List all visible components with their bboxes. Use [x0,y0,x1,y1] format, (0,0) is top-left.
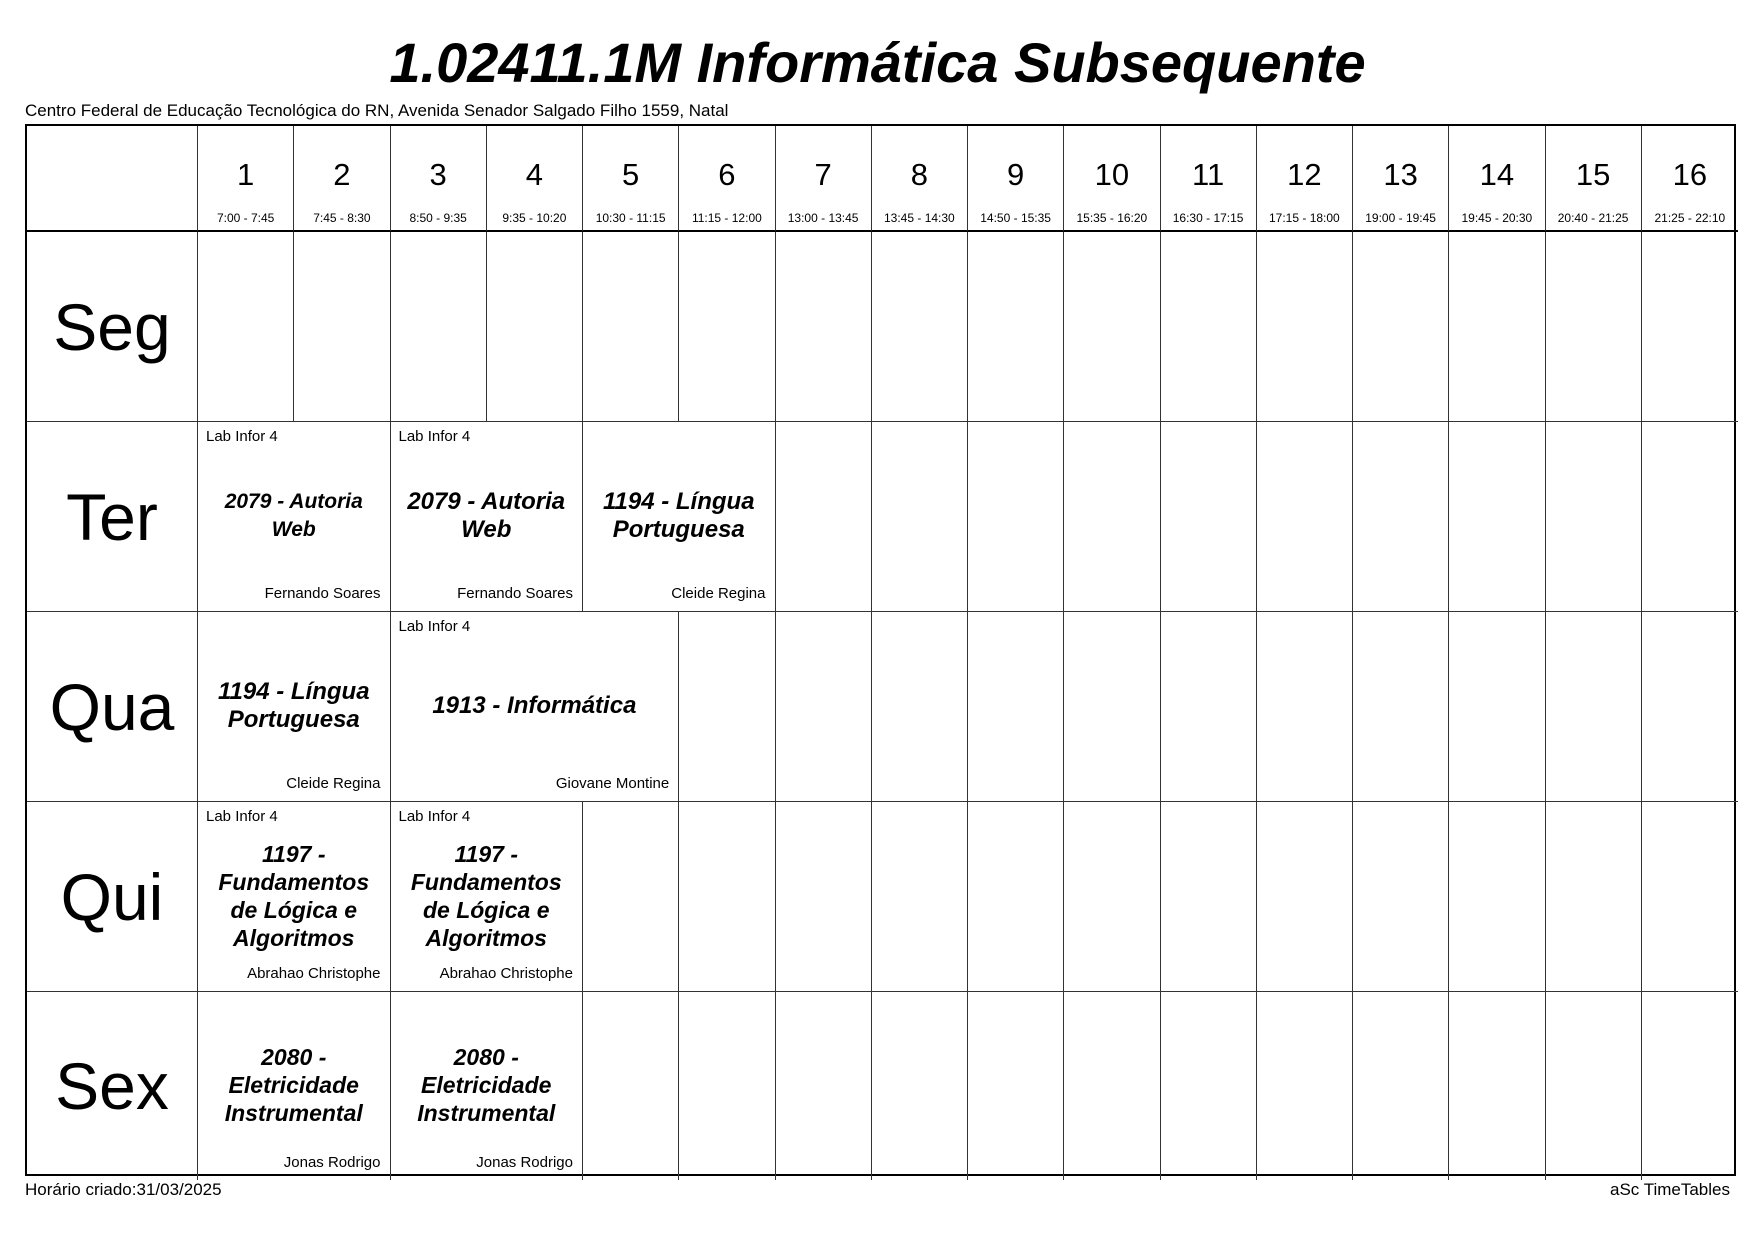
period-header [1353,126,1449,232]
empty-slot [679,612,775,802]
empty-slot [1353,422,1449,612]
empty-slot [872,802,968,992]
software-credit: aSc TimeTables [1610,1180,1730,1199]
period-header [1257,126,1353,232]
period-number: 8 [910,157,928,192]
empty-slot [1161,422,1257,612]
page-title: 1.02411.1M Informática Subsequente [389,31,1366,94]
period-header [1161,126,1257,232]
empty-slot [776,802,872,992]
period-number: 6 [718,157,736,192]
empty-slot [1546,992,1642,1180]
period-time: 16:30 - 17:15 [1172,211,1244,225]
period-number: 10 [1094,157,1130,192]
empty-slot [1257,612,1353,802]
empty-slot [1161,992,1257,1180]
lesson-subject: 1194 - Língua Portuguesa [217,677,370,733]
period-number: 5 [622,157,640,192]
empty-slot [1064,992,1160,1180]
period-number: 7 [814,157,832,192]
period-time: 7:45 - 8:30 [313,211,371,225]
period-time: 19:00 - 19:45 [1365,211,1436,225]
lesson-teacher: Cleide Regina [286,775,381,792]
empty-slot [679,232,775,422]
lesson-card [198,612,391,802]
period-header [1642,126,1738,232]
period-header [776,126,872,232]
day-label: Seg [27,232,198,422]
empty-slot [1161,232,1257,422]
period-header [872,126,968,232]
period-time: 11:15 - 12:00 [691,211,762,225]
period-time: 21:25 - 22:10 [1654,211,1726,225]
empty-slot [1642,232,1738,422]
lesson-subject: 2079 - Autoria Web [224,489,363,541]
day-label: Qui [27,802,198,992]
lesson-room: Lab Infor 4 [398,428,471,445]
lesson-room: Lab Infor 4 [398,618,471,635]
lesson-card [391,802,584,992]
lesson-subject: 2080 - Eletricidade Instrumental [417,1044,556,1126]
empty-slot [679,992,775,1180]
empty-slot [776,422,872,612]
period-time: 17:15 - 18:00 [1269,211,1340,225]
empty-slot [968,612,1064,802]
empty-slot [1642,992,1738,1180]
empty-slot [1064,232,1160,422]
lesson-card [391,992,584,1180]
empty-slot [968,232,1064,422]
empty-slot [872,232,968,422]
empty-slot [1257,422,1353,612]
period-time: 10:30 - 11:15 [595,211,666,225]
empty-slot [1642,802,1738,992]
period-header [198,126,294,232]
empty-slot [1546,802,1642,992]
lesson-teacher: Fernando Soares [264,585,381,602]
empty-slot [1161,612,1257,802]
period-header [294,126,390,232]
period-time: 13:00 - 13:45 [787,211,859,225]
lesson-teacher: Abrahao Christophe [247,965,381,982]
empty-slot [391,232,487,422]
empty-slot [1449,612,1545,802]
empty-slot [1642,612,1738,802]
empty-slot [872,422,968,612]
lesson-subject: 2080 - Eletricidade Instrumental [224,1044,363,1126]
lesson-room: Lab Infor 4 [206,808,278,825]
empty-slot [776,992,872,1180]
empty-slot [1546,612,1642,802]
period-time: 7:00 - 7:45 [216,211,275,225]
empty-slot [968,992,1064,1180]
period-time: 20:40 - 21:25 [1557,211,1629,225]
lesson-room: Lab Infor 4 [398,808,471,825]
empty-slot [1449,992,1545,1180]
lesson-teacher: Cleide Regina [671,585,766,602]
lesson-card [391,422,584,612]
period-time: 15:35 - 16:20 [1076,211,1148,225]
empty-slot [583,802,679,992]
empty-slot [968,422,1064,612]
empty-slot [1257,802,1353,992]
empty-slot [1353,612,1449,802]
empty-slot [872,612,968,802]
empty-slot [294,232,390,422]
lesson-subject: 1913 - Informática [432,691,637,719]
lesson-card [198,802,391,992]
period-time: 19:45 - 20:30 [1461,211,1533,225]
period-number: 2 [333,157,351,192]
empty-slot [1546,232,1642,422]
lesson-subject: 1197 - Fundamentos de Lógica e Algoritmos [410,840,562,951]
period-number: 16 [1672,157,1708,192]
lesson-teacher: Fernando Soares [457,585,573,602]
empty-slot [1353,232,1449,422]
period-header [1546,126,1642,232]
empty-slot [1449,232,1545,422]
created-date: Horário criado:31/03/2025 [25,1180,222,1199]
empty-slot [872,992,968,1180]
empty-slot [583,992,679,1180]
lesson-card [198,422,391,612]
lesson-teacher: Abrahao Christophe [439,965,573,982]
period-time: 8:50 - 9:35 [409,211,467,225]
empty-slot [1353,802,1449,992]
period-header [679,126,775,232]
period-time: 14:50 - 15:35 [980,211,1051,225]
school-address: Centro Federal de Educação Tecnológica do RN, Avenida Senador Salgado Filho 1559, Natal [25,101,729,120]
period-header [1064,126,1160,232]
empty-slot [1449,422,1545,612]
lesson-subject: 1194 - Língua Portuguesa [602,487,755,543]
period-number: 11 [1192,157,1225,192]
period-number: 1 [237,157,255,192]
empty-slot [1064,802,1160,992]
empty-slot [679,802,775,992]
period-time: 13:45 - 14:30 [884,211,955,225]
lesson-subject: 2079 - Autoria Web [407,487,566,543]
lesson-teacher: Giovane Montine [555,775,670,792]
empty-slot [1449,802,1545,992]
timetable-grid [25,124,1736,1176]
empty-slot [1064,422,1160,612]
period-number: 15 [1575,157,1611,192]
day-label: Ter [27,422,198,612]
empty-slot [1257,992,1353,1180]
empty-slot [198,232,294,422]
day-label: Sex [27,992,198,1180]
lesson-card [583,422,776,612]
empty-slot [583,232,679,422]
period-number: 9 [1007,157,1025,192]
period-number: 14 [1479,157,1515,192]
period-number: 12 [1287,157,1322,192]
period-number: 13 [1383,157,1418,192]
lesson-card [391,612,680,802]
empty-slot [776,232,872,422]
period-number: 3 [429,157,447,192]
empty-slot [1546,422,1642,612]
period-header [487,126,583,232]
empty-slot [1161,802,1257,992]
empty-slot [1257,232,1353,422]
period-header [968,126,1064,232]
empty-slot [1353,992,1449,1180]
period-header [1449,126,1545,232]
lesson-room: Lab Infor 4 [206,428,278,445]
day-label: Qua [27,612,198,802]
lesson-subject: 1197 - Fundamentos de Lógica e Algoritmos [218,840,370,951]
lesson-teacher: Jonas Rodrigo [283,1154,381,1171]
lesson-card [198,992,391,1180]
empty-slot [1642,422,1738,612]
period-header [391,126,487,232]
empty-slot [487,232,583,422]
empty-slot [968,802,1064,992]
empty-slot [1064,612,1160,802]
corner-cell [27,126,198,232]
period-header [583,126,679,232]
empty-slot [776,612,872,802]
period-time: 9:35 - 10:20 [502,211,567,225]
lesson-teacher: Jonas Rodrigo [476,1154,573,1171]
period-number: 4 [525,157,543,192]
